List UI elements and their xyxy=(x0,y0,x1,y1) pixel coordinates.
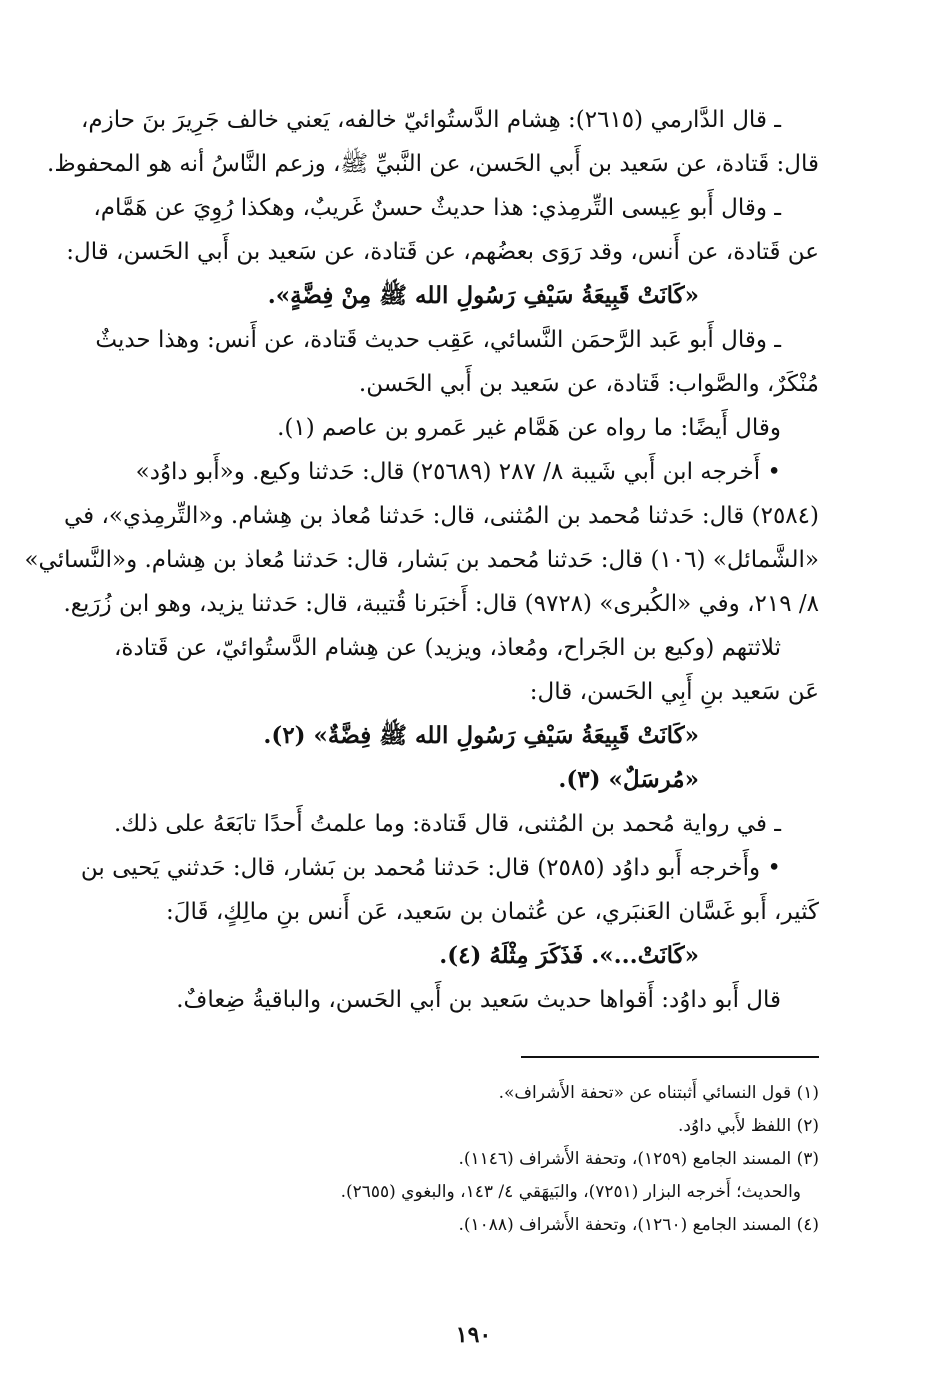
hadith-quote: «كَانَتْ قَبِيعَةُ سَيْفِ رَسُولِ الله ﷺ مِنْ فِضَّةٍ». xyxy=(267,282,699,309)
text-line: • وأَخرجه أَبو داوُد (٢٥٨٥) قال: حَدثنا مُحمد بن بَشار، قال: حَدثني يَحيى بن xyxy=(80,855,781,881)
text-line: • أَخرجه ابن أَبي شَيبة ٨/ ٢٨٧ (٢٥٦٨٩) قال: حَدثنا وكيع. و«أَبو داوُد» xyxy=(135,459,781,485)
main-text xyxy=(24,98,819,1022)
footnote: (٣) المسند الجامع (١٢٥٩)، وتحفة الأَشراف (١١٤٦). xyxy=(458,1149,819,1169)
hadith-quote: «كَانَتْ قَبِيعَةُ سَيْفِ رَسُولِ الله ﷺ فِضَّةٌ» (٢). xyxy=(263,722,699,749)
footnote-continuation: والحديث؛ أَخرجه البزار (٧٢٥١)، والبَيهَقي ٤/ ١٤٣، والبغوي (٢٦٥٥). xyxy=(340,1182,801,1202)
text-line: ـ في رواية مُحمد بن المُثنى، قال قَتادة: وما علمتُ أَحدًا تابَعَهُ على ذلك. xyxy=(113,811,781,837)
page-number: ١٩٠ xyxy=(455,1322,492,1348)
text-line: ثلاثتهم (وكيع بن الجَراح، ومُعاذ، ويزيد) عن هِشام الدَّستُوائيّ، عن قَتادة، xyxy=(113,635,781,661)
hadith-quote: «كَانَتْ...». فَذَكَرَ مِثْلَهُ (٤). xyxy=(439,942,699,969)
footnote-divider xyxy=(521,1056,819,1058)
text-line: ـ وقال أَبو عِيسى التِّرمِذي: هذا حديثٌ حسنٌ غَريبٌ، وهكذا رُوِيَ عن هَمَّام، xyxy=(93,195,781,221)
text-line: «الشَّمائل» (١٠٦) قال: حَدثنا مُحمد بن بَشار، قال: حَدثنا مُعاذ بن هِشام. و«النَّسائي» xyxy=(24,547,819,573)
text-line: وقال أَيضًا: ما رواه عن هَمَّام غير عَمرو بن عاصم (١). xyxy=(277,415,781,441)
footnotes xyxy=(119,1077,819,1242)
text-line: عَن سَعيد بنِ أَبِي الحَسن، قال: xyxy=(529,679,819,705)
footnote: (٢) اللفظ لأَبي داوُد. xyxy=(678,1116,819,1136)
text-line: ـ قال الدَّارمي (٢٦١٥): هِشام الدَّستُوائيّ خالفه، يَعني خالف جَرِيرَ بنَ حازم، xyxy=(80,107,781,133)
text-line: كَثير، أَبو غَسَّان العَنبَري، عن عُثمان بن سَعيد، عَن أَنس بنِ مالِكٍ، قَالَ: xyxy=(166,899,819,925)
text-line: (٢٥٨٤) قال: حَدثنا مُحمد بن المُثنى، قال: حَدثنا مُعاذ بن هِشام. و«التِّرمِذي»، في xyxy=(64,503,819,529)
text-line: قال: قَتادة، عن سَعيد بن أَبي الحَسن، عن النَّبيِّ ﷺ، وزعم النَّاسُ أنه هو المحفوظ. xyxy=(47,151,819,177)
text-line: ـ وقال أَبو عَبد الرَّحمَن النَّسائي، عَقِب حديث قَتادة، عن أَنس: وهذا حديثٌ xyxy=(95,327,781,353)
footnote: (٤) المسند الجامع (١٢٦٠)، وتحفة الأَشراف (١٠٨٨). xyxy=(458,1215,819,1235)
hadith-quote: «مُرسَلٌ» (٣). xyxy=(558,766,699,793)
footnote: (١) قول النسائي أَثبتناه عن «تحفة الأَشراف». xyxy=(498,1083,819,1103)
text-line: قال أَبو داوُد: أَقواها حديث سَعيد بن أَبي الحَسن، والباقيةُ ضِعافٌ. xyxy=(176,987,781,1013)
text-line: مُنْكَرٌ، والصَّواب: قَتادة، عن سَعيد بن أَبي الحَسن. xyxy=(358,371,819,397)
text-line: عن قَتادة، عن أَنس، وقد رَوَى بعضُهم، عن قَتادة، عن سَعيد بن أَبي الحَسن، قال: xyxy=(66,239,819,265)
text-line: ٨/ ٢١٩، وفي «الكُبرى» (٩٧٢٨) قال: أَخبَرنا قُتيبة، قال: حَدثنا يزيد، وهو ابن زُرَيع. xyxy=(63,591,819,617)
